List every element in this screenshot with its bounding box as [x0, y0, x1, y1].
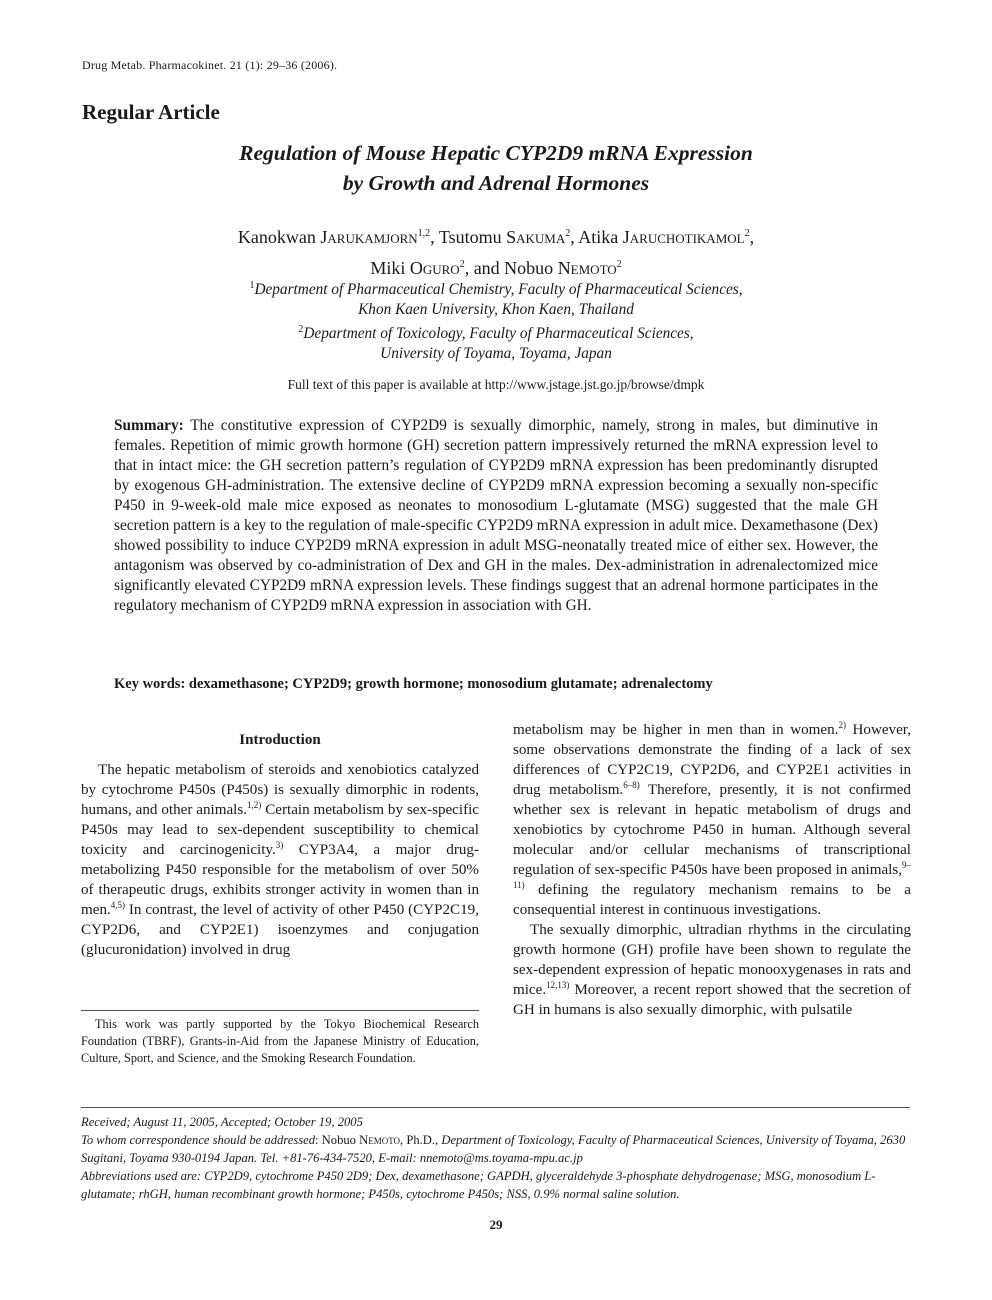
- citation-sup: 12,13): [546, 979, 570, 990]
- correspondence-text: : Nobuo: [315, 1133, 360, 1147]
- affiliation-2-line-2: University of Toyama, Toyama, Japan: [380, 345, 612, 363]
- citation-sup: 1,2): [247, 799, 262, 810]
- correspondence-name: Nemoto: [359, 1133, 401, 1147]
- citation-sup: 9–11): [513, 859, 911, 890]
- journal-citation: Drug Metab. Pharmacokinet. 21 (1): 29–36 (2006).: [82, 58, 338, 72]
- author-last-name: Nemoto: [557, 258, 617, 278]
- author-affil-sup: 2: [459, 259, 465, 270]
- body-text: metabolism may be higher in men than in women.: [513, 722, 839, 738]
- author-first-name: and Nobuo: [473, 258, 558, 278]
- correspondence: [81, 1131, 910, 1167]
- author-sep: ,: [464, 258, 474, 278]
- author-last-name: Sakuma: [506, 227, 566, 247]
- body-text: However, some observations demonstrate the finding of a lack of sex differences of CYP2C19, CYP2D6, and CYP2E1 activities in drug metabolism.: [513, 722, 911, 798]
- abbreviations: Abbreviations used are: CYP2D9, cytochrome P450 2D9; Dex, dexamethasone; GAPDH, glyceraldehyde 3-phosphate dehydrogenase; MSG, monosodium L-glutamate; rhGH, human recombinant growth hormone; P450s, cytochrome P450s; NSS, 0.9% normal saline solution.: [81, 1169, 876, 1201]
- citation-sup: 2): [838, 719, 846, 730]
- full-text-link[interactable]: Full text of this paper is available at http://www.jstage.jst.go.jp/browse/dmpk: [287, 377, 705, 392]
- body-text: defining the regulatory mechanism remains to be a consequential interest in continuous investigations.: [513, 882, 911, 918]
- affiliation-sup: 2: [298, 324, 304, 336]
- author-affil-sup: 2: [744, 228, 750, 239]
- intro-paragraph-1-cont: [513, 720, 911, 920]
- article-footer: [81, 1113, 910, 1203]
- affiliation-1-line-1: [82, 276, 910, 300]
- affiliation-text: Department of Toxicology, Faculty of Pharmaceutical Sciences,: [303, 325, 694, 343]
- body-text: In contrast, the level of activity of other P450 (CYP2C19, CYP2D6, and CYP2E1) isoenzymes and conjugation (glucuronidation) involved in drug: [81, 902, 479, 958]
- footnote-divider: [81, 1010, 479, 1011]
- correspondence-address: Department of Toxicology, Faculty of Pharmaceutical Sciences, University of Toyama, 2630 Sugitani, Toyama 930-0194 Japan. Tel. +81-76-434-7520, E-mail: nnemoto@ms.toyama-mpu.ac.jp: [81, 1133, 906, 1165]
- citation-sup: 6–8): [623, 779, 640, 790]
- author-last-name: Jaruchotikamol: [622, 227, 745, 247]
- right-column: [513, 720, 911, 1020]
- correspondence-degree: , Ph.D.,: [400, 1133, 442, 1147]
- summary-label: Summary:: [114, 417, 184, 434]
- affiliation-sup: 1: [249, 280, 255, 291]
- article-title: [82, 138, 910, 198]
- affiliation-1-line-2: Khon Kaen University, Khon Kaen, Thailand: [358, 301, 634, 319]
- author-last-name: Jarukamjorn: [320, 227, 418, 247]
- author-line-1: Kanokwan Jarukamjorn$^{1,2}$, Tsutomu Sakuma$^2$, Atika Jaruchotikamol$^2$,: [237, 227, 755, 247]
- body-text: The sexually dimorphic, ultradian rhythms in the circulating growth hormone (GH) profile have been shown to regulate the sex-dependent expression of hepatic monooxygenases in rats and mice.: [513, 922, 911, 998]
- citation-sup: 4,5): [110, 899, 126, 910]
- summary-abstract: [114, 416, 878, 616]
- affiliation-2-line-1: [82, 320, 910, 344]
- article-type: Regular Article: [82, 100, 220, 124]
- body-text: CYP3A4, a major drug-metabolizing P450 responsible for the metabolism of over 50% of therapeutic drugs, exhibits stronger activity in women than in men.: [81, 842, 479, 918]
- body-text: The hepatic metabolism of steroids and xenobiotics catalyzed by cytochrome P450s (P450s) is sexually dimorphic in rodents, humans, and other animals.: [81, 762, 479, 818]
- author-affil-sup: 1,2: [417, 228, 431, 239]
- author-first-name: Atika: [578, 227, 623, 247]
- author-sep: ,: [570, 227, 579, 247]
- author-last-name: Oguro: [409, 258, 460, 278]
- summary-text: The constitutive expression of CYP2D9 is sexually dimorphic, namely, strong in males, but diminutive in females. Repetition of mimic growth hormone (GH) secretion pattern impressively returned the mRNA expression level to that in intact mice: the GH secretion pattern’s regulation of CYP2D9 mRNA expression has been predominantly disrupted by exogenous GH-administration. The extensive decline of CYP2D9 mRNA expression becoming a sexually non-specific P450 in 9-week-old male mice exposed as neonates to monosodium L-glutamate (MSG) suggested that the male GH secretion pattern is a key to the regulation of male-specific CYP2D9 mRNA expression in adult mice. Dexamethasone (Dex) showed possibility to induce CYP2D9 mRNA expression in adult MSG-neonatally treated mice of either sex. However, the antagonism was observed by co-administration of Dex and GH in the males. Dex-administration in adrenalectomized mice significantly elevated CYP2D9 mRNA expression levels. These findings suggest that an adrenal hormone participates in the regulatory mechanism of CYP2D9 mRNA expression in association with GH.: [114, 417, 878, 614]
- footer-divider: [81, 1107, 910, 1108]
- affiliation-text: Department of Pharmaceutical Chemistry, Faculty of Pharmaceutical Sciences,: [254, 281, 743, 299]
- author-first-name: Tsutomu: [438, 227, 507, 247]
- left-column: [81, 760, 479, 960]
- correspondence-label: To whom correspondence should be addressed: [81, 1133, 316, 1147]
- funding-footnote: This work was partly supported by the Tokyo Biochemical Research Foundation (TBRF), Grants-in-Aid from the Japanese Ministry of Education, Culture, Sport, and Science, and the Smoking Research Foundation.: [81, 1017, 479, 1065]
- body-text: Therefore, presently, it is not confirmed whether sex is relevant in hepatic metabolism of drugs and xenobiotics by cytochrome P450 in human. Although several molecular and/or cellular mechanisms of transcriptional regulation of sex-specific P450s have been proposed in animals,: [513, 782, 911, 878]
- title-line-2: by Growth and Adrenal Hormones: [342, 171, 650, 195]
- introduction-heading: Introduction: [239, 732, 321, 748]
- author-list: [82, 220, 910, 282]
- author-sep: ,: [430, 227, 439, 247]
- intro-paragraph-1: [81, 760, 479, 960]
- author-affil-sup: 2: [565, 228, 571, 239]
- citation-sup: 3): [275, 839, 284, 850]
- title-line-1: Regulation of Mouse Hepatic CYP2D9 mRNA Expression: [239, 141, 753, 165]
- author-affil-sup: 2: [616, 259, 622, 270]
- author-first-name: Kanokwan: [237, 227, 321, 247]
- page-number: 29: [489, 1217, 503, 1232]
- received-dates: Received; August 11, 2005, Accepted; October 19, 2005: [81, 1115, 363, 1129]
- keywords: Key words: dexamethasone; CYP2D9; growth hormone; monosodium glutamate; adrenalectomy: [114, 676, 713, 692]
- author-first-name: Miki: [370, 258, 410, 278]
- body-text: Moreover, a recent report showed that the secretion of GH in humans is also sexually dimorphic, with pulsatile: [513, 982, 911, 1018]
- affiliations: [82, 276, 910, 364]
- body-text: Certain metabolism by sex-specific P450s may lead to sex-dependent susceptibility to chemical toxicity and carcinogenicity.: [81, 802, 479, 858]
- intro-paragraph-2: [513, 920, 911, 1020]
